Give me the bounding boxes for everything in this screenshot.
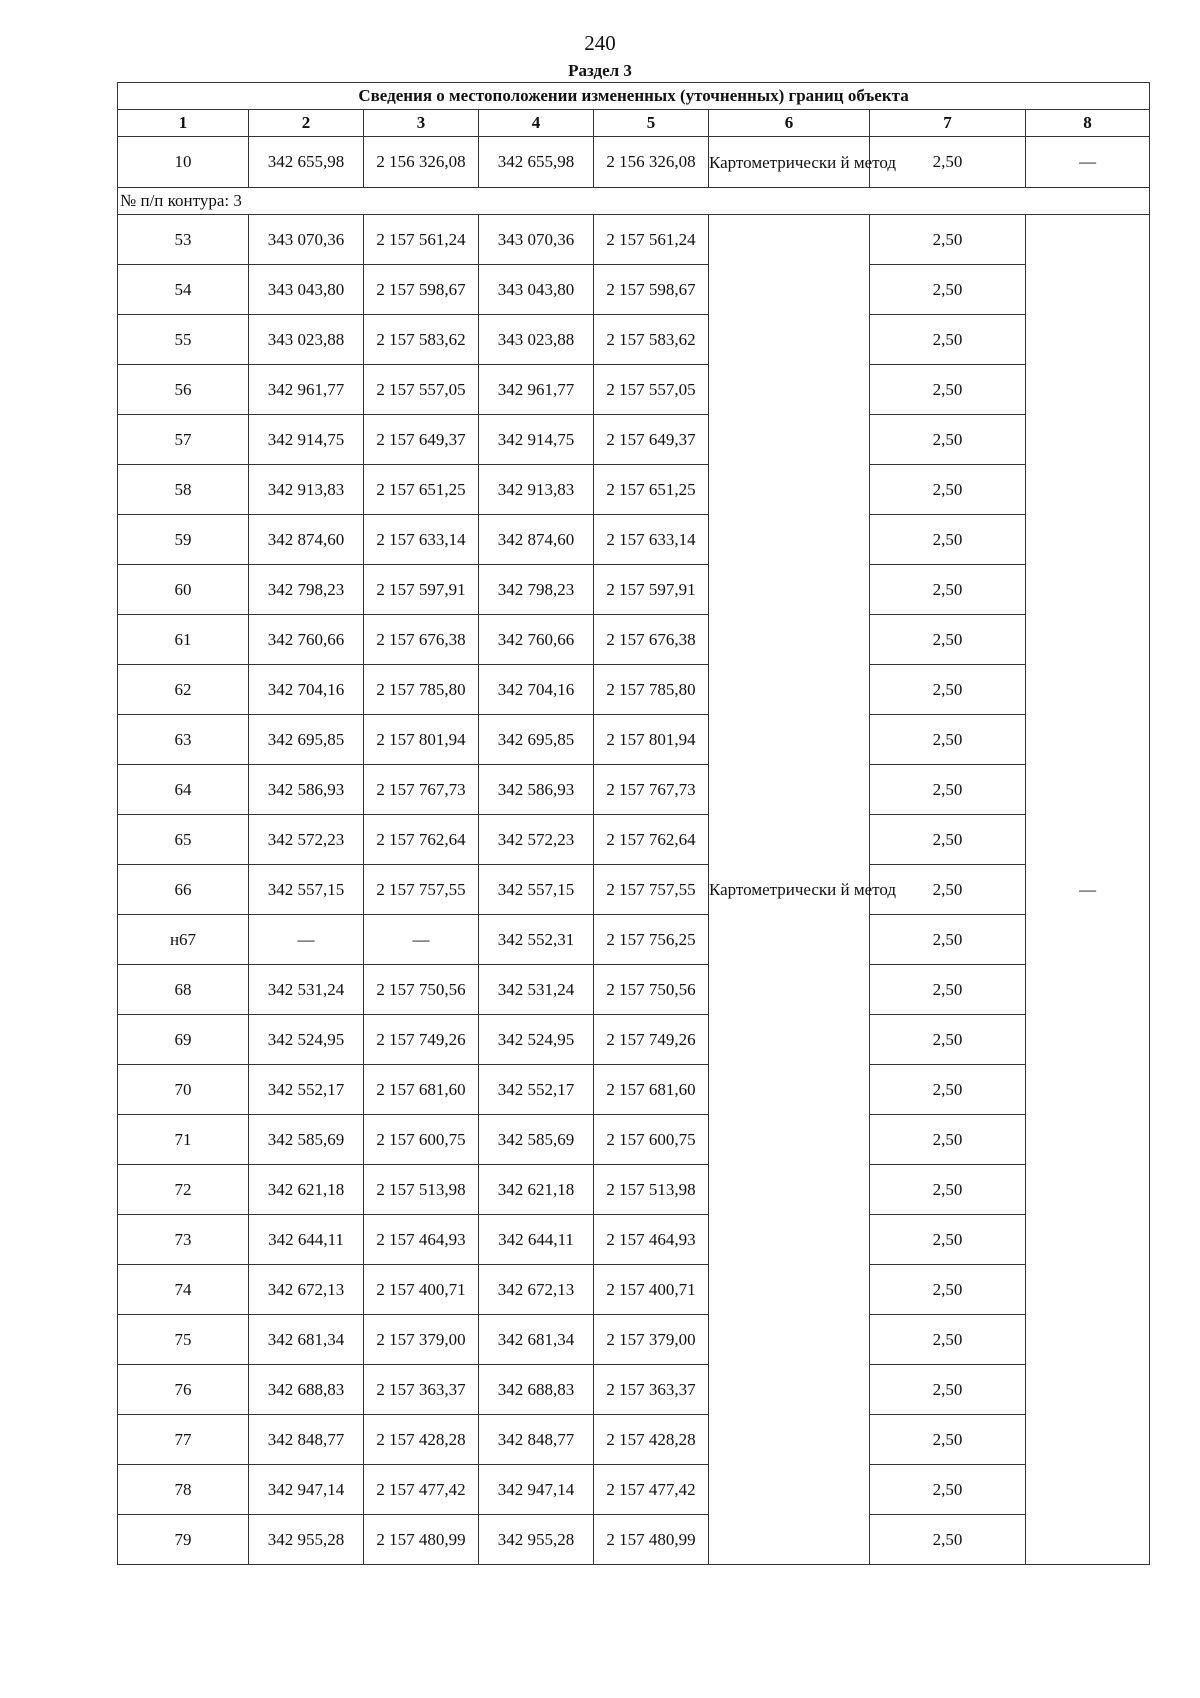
existing-x: 342 760,66 <box>249 615 364 665</box>
table-row <box>118 615 1150 665</box>
accuracy: 2,50 <box>870 565 1026 615</box>
accuracy: 2,50 <box>870 865 1026 915</box>
existing-x: 342 621,18 <box>249 1165 364 1215</box>
existing-y: 2 157 633,14 <box>364 515 479 565</box>
table-row <box>118 1515 1150 1565</box>
existing-y: 2 157 363,37 <box>364 1365 479 1415</box>
point-number: 75 <box>118 1315 249 1365</box>
point-number: 62 <box>118 665 249 715</box>
new-y: 2 157 676,38 <box>594 615 709 665</box>
existing-y: 2 157 428,28 <box>364 1415 479 1465</box>
new-x: 342 572,23 <box>479 815 594 865</box>
existing-x: 342 572,23 <box>249 815 364 865</box>
existing-x: 342 961,77 <box>249 365 364 415</box>
point-number: 57 <box>118 415 249 465</box>
point-number: 69 <box>118 1015 249 1065</box>
existing-y: 2 157 762,64 <box>364 815 479 865</box>
point-number: 76 <box>118 1365 249 1415</box>
accuracy: 2,50 <box>870 265 1026 315</box>
point-number: 61 <box>118 615 249 665</box>
new-x: 342 798,23 <box>479 565 594 615</box>
point-number: 71 <box>118 1115 249 1165</box>
new-x: 343 043,80 <box>479 265 594 315</box>
new-y: 2 157 600,75 <box>594 1115 709 1165</box>
point-number: 64 <box>118 765 249 815</box>
new-y: 2 157 428,28 <box>594 1415 709 1465</box>
accuracy: 2,50 <box>870 515 1026 565</box>
accuracy: 2,50 <box>870 965 1026 1015</box>
existing-x: 342 695,85 <box>249 715 364 765</box>
new-y: 2 157 785,80 <box>594 665 709 715</box>
table-row <box>118 865 1150 915</box>
column-number: 8 <box>1026 110 1150 137</box>
accuracy: 2,50 <box>870 1265 1026 1315</box>
existing-x: 343 070,36 <box>249 215 364 265</box>
existing-y: 2 157 600,75 <box>364 1115 479 1165</box>
table-row <box>118 415 1150 465</box>
point-number: 79 <box>118 1515 249 1565</box>
table-row <box>118 215 1150 265</box>
new-x: 342 655,98 <box>479 137 594 188</box>
accuracy: 2,50 <box>870 215 1026 265</box>
table-row <box>118 915 1150 965</box>
new-y: 2 156 326,08 <box>594 137 709 188</box>
table-title: Сведения о местоположении измененных (уточненных) границ объекта <box>118 83 1150 110</box>
point-number: 54 <box>118 265 249 315</box>
existing-x: 342 688,83 <box>249 1365 364 1415</box>
new-x: 342 760,66 <box>479 615 594 665</box>
table-row <box>118 465 1150 515</box>
existing-y: 2 157 785,80 <box>364 665 479 715</box>
existing-x: 342 531,24 <box>249 965 364 1015</box>
new-x: 342 585,69 <box>479 1115 594 1165</box>
accuracy: 2,50 <box>870 1165 1026 1215</box>
new-x: 342 524,95 <box>479 1015 594 1065</box>
table-row <box>118 265 1150 315</box>
existing-x: 342 704,16 <box>249 665 364 715</box>
new-x: 342 848,77 <box>479 1415 594 1465</box>
existing-y: 2 157 598,67 <box>364 265 479 315</box>
existing-x: 343 043,80 <box>249 265 364 315</box>
new-y: 2 157 513,98 <box>594 1165 709 1215</box>
accuracy: 2,50 <box>870 1315 1026 1365</box>
new-x: 342 557,15 <box>479 865 594 915</box>
point-number: 74 <box>118 1265 249 1315</box>
accuracy: 2,50 <box>870 315 1026 365</box>
new-x: 342 961,77 <box>479 365 594 415</box>
new-x: 342 695,85 <box>479 715 594 765</box>
new-x: 342 688,83 <box>479 1365 594 1415</box>
new-y: 2 157 477,42 <box>594 1465 709 1515</box>
new-y: 2 157 480,99 <box>594 1515 709 1565</box>
contour-row <box>118 188 1150 215</box>
accuracy: 2,50 <box>870 665 1026 715</box>
point-number: 55 <box>118 315 249 365</box>
existing-y: 2 157 561,24 <box>364 215 479 265</box>
column-number: 7 <box>870 110 1026 137</box>
existing-y: 2 157 749,26 <box>364 1015 479 1065</box>
table-row <box>118 1015 1150 1065</box>
table-row <box>118 1115 1150 1165</box>
existing-y: 2 157 480,99 <box>364 1515 479 1565</box>
new-x: 342 681,34 <box>479 1315 594 1365</box>
new-y: 2 157 598,67 <box>594 265 709 315</box>
point-number: 60 <box>118 565 249 615</box>
accuracy: 2,50 <box>870 1515 1026 1565</box>
existing-x: 342 681,34 <box>249 1315 364 1365</box>
new-y: 2 157 756,25 <box>594 915 709 965</box>
accuracy: 2,50 <box>870 1415 1026 1465</box>
new-y: 2 157 681,60 <box>594 1065 709 1115</box>
new-x: 342 552,31 <box>479 915 594 965</box>
new-y: 2 157 379,00 <box>594 1315 709 1365</box>
existing-x: 342 586,93 <box>249 765 364 815</box>
point-number: 63 <box>118 715 249 765</box>
column-number: 2 <box>249 110 364 137</box>
existing-x: 342 848,77 <box>249 1415 364 1465</box>
point-number: 58 <box>118 465 249 515</box>
existing-x: 342 672,13 <box>249 1265 364 1315</box>
new-y: 2 157 561,24 <box>594 215 709 265</box>
point-number: 65 <box>118 815 249 865</box>
table-row <box>118 137 1150 188</box>
accuracy: 2,50 <box>870 1015 1026 1065</box>
new-y: 2 157 757,55 <box>594 865 709 915</box>
new-x: 343 070,36 <box>479 215 594 265</box>
new-y: 2 157 597,91 <box>594 565 709 615</box>
existing-y: 2 157 767,73 <box>364 765 479 815</box>
table-row <box>118 365 1150 415</box>
accuracy: 2,50 <box>870 465 1026 515</box>
table-row <box>118 715 1150 765</box>
existing-x: 342 557,15 <box>249 865 364 915</box>
new-y: 2 157 400,71 <box>594 1265 709 1315</box>
point-number: н67 <box>118 915 249 965</box>
table-row <box>118 965 1150 1015</box>
existing-x: 342 585,69 <box>249 1115 364 1165</box>
point-number: 78 <box>118 1465 249 1515</box>
existing-y: 2 157 597,91 <box>364 565 479 615</box>
existing-y: — <box>364 915 479 965</box>
point-number: 68 <box>118 965 249 1015</box>
new-y: 2 157 557,05 <box>594 365 709 415</box>
note: — <box>1026 137 1150 188</box>
accuracy: 2,50 <box>870 365 1026 415</box>
new-x: 342 955,28 <box>479 1515 594 1565</box>
method-cell: Картометрически й метод <box>709 215 870 1565</box>
existing-y: 2 157 477,42 <box>364 1465 479 1515</box>
existing-x: 342 874,60 <box>249 515 364 565</box>
accuracy: 2,50 <box>870 1465 1026 1515</box>
new-x: 342 947,14 <box>479 1465 594 1515</box>
table-row <box>118 515 1150 565</box>
accuracy: 2,50 <box>870 815 1026 865</box>
new-x: 342 913,83 <box>479 465 594 515</box>
contour-label: № п/п контура: 3 <box>118 188 1150 215</box>
section-title: Раздел 3 <box>568 61 632 80</box>
point-number: 59 <box>118 515 249 565</box>
existing-x: 342 955,28 <box>249 1515 364 1565</box>
existing-x: 342 524,95 <box>249 1015 364 1065</box>
existing-y: 2 157 757,55 <box>364 865 479 915</box>
new-x: 342 552,17 <box>479 1065 594 1115</box>
existing-y: 2 157 649,37 <box>364 415 479 465</box>
boundary-coordinates-table <box>117 82 1150 1565</box>
point-number: 72 <box>118 1165 249 1215</box>
accuracy: 2,50 <box>870 715 1026 765</box>
point-number: 77 <box>118 1415 249 1465</box>
existing-y: 2 157 379,00 <box>364 1315 479 1365</box>
new-x: 342 644,11 <box>479 1215 594 1265</box>
accuracy: 2,50 <box>870 1215 1026 1265</box>
new-y: 2 157 633,14 <box>594 515 709 565</box>
table-row <box>118 765 1150 815</box>
column-number: 4 <box>479 110 594 137</box>
existing-x: 342 798,23 <box>249 565 364 615</box>
point-number: 56 <box>118 365 249 415</box>
table-row <box>118 1165 1150 1215</box>
existing-y: 2 157 681,60 <box>364 1065 479 1115</box>
accuracy: 2,50 <box>870 915 1026 965</box>
page-number: 240 <box>584 31 616 55</box>
existing-y: 2 157 676,38 <box>364 615 479 665</box>
existing-y: 2 157 750,56 <box>364 965 479 1015</box>
new-x: 342 672,13 <box>479 1265 594 1315</box>
existing-x: 342 947,14 <box>249 1465 364 1515</box>
existing-x: 342 644,11 <box>249 1215 364 1265</box>
new-x: 343 023,88 <box>479 315 594 365</box>
new-y: 2 157 464,93 <box>594 1215 709 1265</box>
table-row <box>118 1365 1150 1415</box>
accuracy: 2,50 <box>870 615 1026 665</box>
method-cell: Картометрически й метод <box>709 137 870 188</box>
new-x: 342 914,75 <box>479 415 594 465</box>
new-x: 342 586,93 <box>479 765 594 815</box>
existing-y: 2 156 326,08 <box>364 137 479 188</box>
table-row <box>118 1415 1150 1465</box>
table-row <box>118 815 1150 865</box>
existing-y: 2 157 464,93 <box>364 1215 479 1265</box>
existing-x: 342 914,75 <box>249 415 364 465</box>
table-row <box>118 1215 1150 1265</box>
existing-x: 342 552,17 <box>249 1065 364 1115</box>
existing-x: — <box>249 915 364 965</box>
new-y: 2 157 801,94 <box>594 715 709 765</box>
accuracy: 2,50 <box>870 1365 1026 1415</box>
column-number: 3 <box>364 110 479 137</box>
existing-y: 2 157 557,05 <box>364 365 479 415</box>
new-y: 2 157 767,73 <box>594 765 709 815</box>
table-row <box>118 1315 1150 1365</box>
new-y: 2 157 363,37 <box>594 1365 709 1415</box>
existing-y: 2 157 513,98 <box>364 1165 479 1215</box>
table-row <box>118 1265 1150 1315</box>
table-row <box>118 1465 1150 1515</box>
table-row <box>118 565 1150 615</box>
new-x: 342 621,18 <box>479 1165 594 1215</box>
table-row <box>118 315 1150 365</box>
new-y: 2 157 749,26 <box>594 1015 709 1065</box>
column-number-row <box>118 110 1150 137</box>
point-number: 10 <box>118 137 249 188</box>
new-x: 342 874,60 <box>479 515 594 565</box>
accuracy: 2,50 <box>870 415 1026 465</box>
existing-y: 2 157 400,71 <box>364 1265 479 1315</box>
accuracy: 2,50 <box>870 765 1026 815</box>
accuracy: 2,50 <box>870 1115 1026 1165</box>
accuracy: 2,50 <box>870 137 1026 188</box>
existing-y: 2 157 801,94 <box>364 715 479 765</box>
existing-y: 2 157 651,25 <box>364 465 479 515</box>
existing-x: 343 023,88 <box>249 315 364 365</box>
new-y: 2 157 649,37 <box>594 415 709 465</box>
existing-x: 342 913,83 <box>249 465 364 515</box>
table-row <box>118 1065 1150 1115</box>
point-number: 70 <box>118 1065 249 1115</box>
new-x: 342 704,16 <box>479 665 594 715</box>
new-y: 2 157 583,62 <box>594 315 709 365</box>
point-number: 53 <box>118 215 249 265</box>
column-number: 5 <box>594 110 709 137</box>
new-y: 2 157 750,56 <box>594 965 709 1015</box>
existing-x: 342 655,98 <box>249 137 364 188</box>
point-number: 73 <box>118 1215 249 1265</box>
column-number: 1 <box>118 110 249 137</box>
accuracy: 2,50 <box>870 1065 1026 1115</box>
table-title-row <box>118 83 1150 110</box>
column-number: 6 <box>709 110 870 137</box>
new-y: 2 157 651,25 <box>594 465 709 515</box>
new-x: 342 531,24 <box>479 965 594 1015</box>
point-number: 66 <box>118 865 249 915</box>
table-row <box>118 665 1150 715</box>
existing-y: 2 157 583,62 <box>364 315 479 365</box>
new-y: 2 157 762,64 <box>594 815 709 865</box>
note: — <box>1026 215 1150 1565</box>
